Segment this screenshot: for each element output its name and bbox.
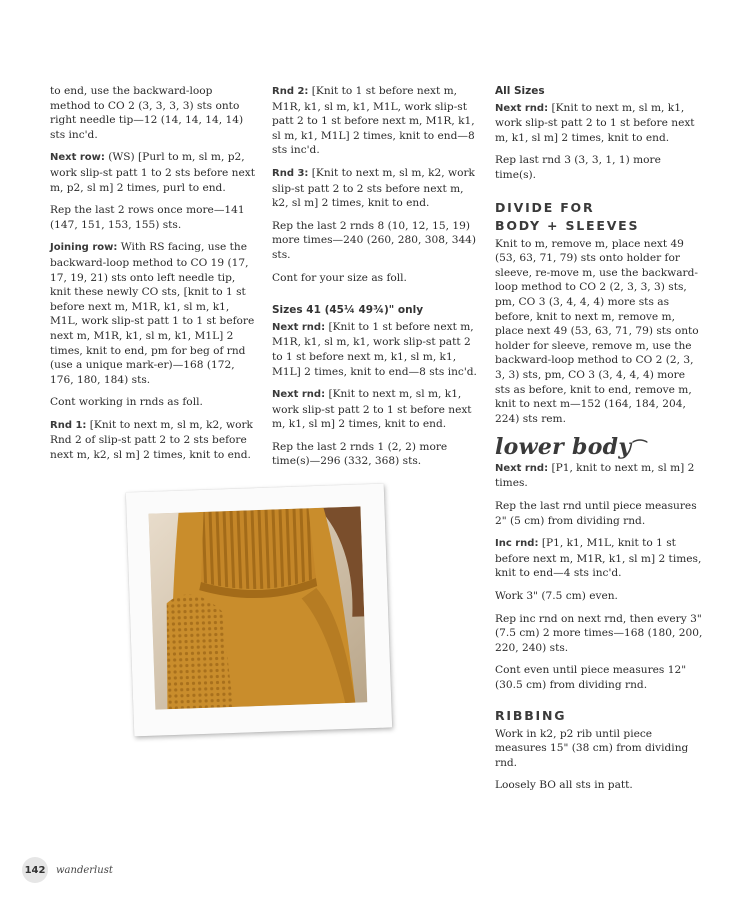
size-heading: All Sizes bbox=[495, 85, 545, 97]
paragraph: Rep inc rnd on next rnd, then every 3" (7.5 cm) 2 more times—168 (180, 200, 220, 240) sts. bbox=[495, 612, 703, 654]
paragraph: Next rnd: [Knit to next m, sl m, k1, work slip-st patt 2 to 1 st before next m, k1, sl m] 2 times, knit to end. bbox=[495, 101, 695, 144]
paragraph: Rnd 3: [Knit to next m, sl m, k2, work slip-st patt 2 to 2 sts before next m, k2, sl m] 2 times, knit to end. bbox=[272, 166, 475, 210]
page-number: 142 bbox=[22, 857, 48, 883]
photo-frame bbox=[126, 484, 392, 737]
paragraph: Next rnd: [Knit to next m, sl m, k1, work slip-st patt 2 to 1 st before next m, k1, sl m] 2 times, knit to end. bbox=[272, 388, 472, 431]
step-label: Next rnd: bbox=[495, 102, 549, 114]
paragraph: Cont even until piece measures 12" (30.5 cm) from dividing rnd. bbox=[495, 664, 687, 691]
step-label: Next row: bbox=[50, 152, 105, 164]
paragraph: Cont for your size as foll. bbox=[272, 271, 407, 284]
step-label: Inc rnd: bbox=[495, 538, 539, 550]
section-heading-divide: DIVIDE FOR BODY + SLEEVES bbox=[495, 199, 640, 233]
step-label: Rnd 3: bbox=[272, 167, 309, 179]
column-3 bbox=[495, 84, 703, 801]
size-heading: Sizes 41 (45¼ 49¾)" only bbox=[272, 304, 424, 317]
paragraph: Rnd 1: [Knit to next m, sl m, k2, work Rnd 2 of slip-st patt 2 to 2 sts before next m, k2, sl m] 2 times, knit to end. bbox=[50, 418, 253, 462]
book-title: wanderlust bbox=[56, 864, 113, 876]
section-heading-lower-body: lower body ⁀ bbox=[495, 434, 647, 461]
paragraph: Rnd 2: [Knit to 1 st before next m, M1R, k1, sl m, k1, M1L, work slip-st patt 2 to 1 st before next m, M1R, k1, sl m, k1, M1L] 2 times, knit to end—8 sts inc'd. bbox=[272, 85, 475, 157]
paragraph: Next rnd: [Knit to 1 st before next m, M1R, k1, sl m, k1, work slip-st patt 2 to 1 st before next m, k1, sl m, k1, M1L] 2 times, knit to end—8 sts inc'd. bbox=[272, 320, 477, 378]
paragraph: Rep last rnd 3 (3, 3, 1, 1) more time(s). bbox=[495, 154, 661, 181]
step-label: Joining row: bbox=[50, 242, 118, 254]
paragraph: Joining row: With RS facing, use the backward-loop method to CO 19 (17, 17, 19, 21) sts onto left needle tip, knit these newly CO sts, [knit to 1 st before next m, M1R, k1, sl m, k1, M1L, work slip-st patt 1 to 1 st before next m, M1R, k1, sl m, k1, M1L] 2 times, knit to end, pm for beg of rnd (use a unique mark-er)—168 (172, 176, 180, 184) sts. bbox=[50, 241, 255, 386]
paragraph: to end, use the backward-loop method to CO 2 (3, 3, 3, 3) sts onto right needle tip—12 (14, 14, 14, 14) sts inc'd. bbox=[50, 85, 244, 141]
swash-ornament: ⁀ bbox=[633, 439, 647, 459]
paragraph: Work in k2, p2 rib until piece measures 15" (38 cm) from dividing rnd. bbox=[495, 727, 689, 769]
paragraph: Inc rnd: [P1, k1, M1L, knit to 1 st before next m, M1R, k1, sl m] 2 times, knit to end—4 sts inc'd. bbox=[495, 537, 702, 580]
sweater-illustration bbox=[149, 506, 368, 709]
step-label: Next rnd: bbox=[495, 462, 549, 474]
paragraph: Rep the last 2 rnds 1 (2, 2) more time(s)—296 (332, 368) sts. bbox=[272, 440, 448, 468]
sweater-photo bbox=[149, 506, 368, 709]
column-2 bbox=[272, 84, 477, 477]
paragraph: Knit to m, remove m, place next 49 (53, 63, 71, 79) sts onto holder for sleeve, re-move m, use the backward-loop method to CO 2 (2, 3, 3, 3) sts, pm, CO 3 (3, 4, 4, 4) more sts as before, knit to next m, remove m, place next 49 (53, 63, 71, 79) sts onto holder for sleeve, remove m, use the backward-loop method to CO 2 (2, 3, 3, 3) sts, pm, CO 3 (3, 4, 4, 4) more sts as before, knit to end, remove m, knit to next m—152 (164, 184, 204, 224) sts rem. bbox=[495, 237, 699, 425]
paragraph: Next rnd: [P1, knit to next m, sl m] 2 times. bbox=[495, 461, 695, 490]
paragraph: Rep the last rnd until piece measures 2" (5 cm) from dividing rnd. bbox=[495, 500, 697, 527]
step-label: Rnd 1: bbox=[50, 419, 87, 431]
column-1 bbox=[50, 84, 255, 471]
page-footer bbox=[22, 856, 113, 884]
step-label: Next rnd: bbox=[272, 321, 326, 333]
paragraph: Work 3" (7.5 cm) even. bbox=[495, 590, 618, 603]
step-label: Rnd 2: bbox=[272, 86, 309, 97]
section-heading-ribbing: RIBBING bbox=[495, 707, 567, 723]
paragraph: Rep the last 2 rnds 8 (10, 12, 15, 19) more times—240 (260, 280, 308, 344) sts. bbox=[272, 219, 477, 261]
paragraph: Rep the last 2 rows once more—141 (147, 151, 153, 155) sts. bbox=[50, 204, 245, 231]
step-label: Next rnd: bbox=[272, 389, 326, 401]
paragraph: Cont working in rnds as foll. bbox=[50, 396, 203, 409]
paragraph: Loosely BO all sts in patt. bbox=[495, 779, 633, 792]
paragraph: Next row: (WS) [Purl to m, sl m, p2, work slip-st patt 1 to 2 sts before next m, p2, sl m] 2 times, purl to end. bbox=[50, 151, 256, 194]
